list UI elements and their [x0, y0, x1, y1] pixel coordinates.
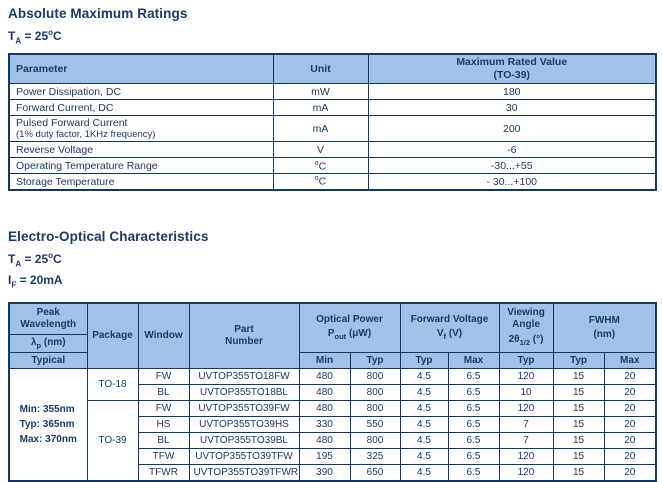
fwhm-typ-cell: 15: [553, 449, 604, 465]
part-number-cell: UVTOP355TO39FW: [189, 401, 299, 417]
pout-typ-cell: 800: [350, 433, 400, 449]
t1-header-max-rated-value: [368, 54, 656, 84]
vf-max-cell: 6.5: [448, 417, 499, 433]
vf-typ-cell: 4.5: [400, 433, 448, 449]
p-base: P: [327, 328, 335, 340]
t2-header-typical: Typical: [9, 353, 87, 369]
forward-voltage-symbol: [405, 328, 495, 341]
t2-header-window: Window: [138, 303, 189, 369]
wavelength-range-text: [20, 402, 77, 447]
cond-subscript: A: [15, 259, 22, 269]
t2-subheader-typ: Typ: [350, 353, 400, 369]
pout-typ-cell: 800: [350, 401, 400, 417]
part-number-cell: UVTOP355TO18FW: [189, 369, 299, 385]
forward-voltage-label: Forward Voltage: [410, 314, 489, 326]
optical-power-label: Optical Power: [316, 314, 383, 326]
pout-typ-cell: 325: [350, 449, 400, 465]
angle-typ-cell: 10: [499, 385, 553, 401]
value-cell: -30...+55: [368, 158, 656, 174]
part-number-cell: UVTOP355TO39HS: [189, 417, 299, 433]
pout-min-cell: 390: [299, 465, 350, 481]
t2-subheader-max: Max: [448, 353, 499, 369]
table-row: [9, 369, 656, 385]
pout-typ-cell: 800: [350, 369, 400, 385]
degree-sup: o: [314, 175, 319, 183]
t2-header-part-number: [189, 303, 299, 369]
fwhm-typ-cell: 15: [553, 417, 604, 433]
param-line1: Pulsed Forward Current: [16, 117, 128, 130]
value-cell: -6: [368, 142, 656, 158]
section-absolute-maximum-ratings: [8, 6, 655, 191]
peak-line2: Wavelength: [20, 318, 77, 330]
window-cell: FW: [138, 401, 189, 417]
window-cell: HS: [138, 417, 189, 433]
window-cell: FW: [138, 369, 189, 385]
theta-sub: 1/2: [519, 337, 530, 347]
vf-typ-cell: 4.5: [400, 465, 448, 481]
unit-cell: mA: [273, 116, 368, 142]
fwhm-label: FWHM: [588, 315, 620, 327]
vf-typ-cell: 4.5: [400, 401, 448, 417]
part-number-cell: UVTOP355TO39BL: [189, 433, 299, 449]
pout-min-cell: 480: [299, 385, 350, 401]
section1-title: Absolute Maximum Ratings: [8, 6, 188, 21]
viewing-line2: Angle: [512, 318, 540, 330]
t1-header-parameter: Parameter: [9, 54, 273, 84]
table-row: [9, 174, 656, 190]
window-cell: TFWR: [138, 465, 189, 481]
value-cell: - 30...+100: [368, 174, 656, 190]
vf-max-cell: 6.5: [448, 369, 499, 385]
t2-subheader-max: Max: [604, 353, 656, 369]
p-sub: out: [334, 332, 347, 342]
optical-power-symbol: [304, 328, 396, 341]
vf-typ-cell: 4.5: [400, 369, 448, 385]
angle-typ-cell: 120: [499, 449, 553, 465]
section2-condition-ta: [8, 247, 655, 272]
pout-typ-cell: 800: [350, 385, 400, 401]
cond-value: = 25: [21, 251, 49, 266]
table-row: [9, 401, 656, 417]
t1-header-unit: Unit: [273, 54, 368, 84]
cond-unit: C: [53, 251, 62, 266]
part-number-cell: UVTOP355TO39TFWR: [189, 465, 299, 481]
lambda-base: λ: [30, 337, 37, 349]
unit-cell: [273, 174, 368, 190]
fwhm-unit: (nm): [593, 329, 616, 341]
angle-typ-cell: 120: [499, 369, 553, 385]
fwhm-typ-cell: 15: [553, 433, 604, 449]
vf-max-cell: 6.5: [448, 449, 499, 465]
vf-max-cell: 6.5: [448, 401, 499, 417]
value-cell: 180: [368, 84, 656, 100]
fwhm-max-cell: 20: [604, 433, 656, 449]
package-cell: TO-39: [87, 401, 138, 481]
part-line2: Number: [225, 335, 263, 347]
v-rest: (V): [446, 328, 463, 340]
cond-symbol: I: [8, 273, 12, 288]
absolute-maximum-ratings-table: [8, 53, 657, 191]
t1-header-value-line2: (TO-39): [493, 69, 531, 82]
fwhm-max-cell: 20: [604, 465, 656, 481]
cond-subscript: F: [11, 280, 17, 290]
unit-cell: mW: [273, 84, 368, 100]
vf-typ-cell: 4.5: [400, 449, 448, 465]
cond-degree: o: [48, 28, 54, 37]
section2-title: Electro-Optical Characteristics: [8, 228, 209, 244]
unit-cell: [273, 158, 368, 174]
fwhm-typ-cell: 15: [553, 369, 604, 385]
wavelength-max: Max: 370nm: [19, 433, 77, 445]
t2-header-optical-power: [299, 303, 400, 353]
window-cell: BL: [138, 385, 189, 401]
t2-header-lambda: [9, 335, 87, 353]
t2-header-package: Package: [87, 303, 138, 369]
pout-min-cell: 195: [299, 449, 350, 465]
pout-min-cell: 480: [299, 369, 350, 385]
table-row: [9, 100, 656, 116]
peak-line1: Peak: [36, 306, 60, 318]
unit-cell: mA: [273, 100, 368, 116]
vf-typ-cell: 4.5: [400, 417, 448, 433]
vf-max-cell: 6.5: [448, 465, 499, 481]
cond-unit: C: [53, 29, 62, 43]
fwhm-max-cell: 20: [604, 369, 656, 385]
param-cell: Reverse Voltage: [9, 142, 273, 158]
t2-header-row-1: [9, 303, 656, 335]
fwhm-max-cell: 20: [604, 401, 656, 417]
package-cell: TO-18: [87, 369, 138, 401]
theta-rest: (°): [530, 333, 544, 345]
table-row: [9, 84, 656, 100]
pout-min-cell: 480: [299, 433, 350, 449]
cond-symbol: T: [8, 29, 16, 43]
fwhm-max-cell: 20: [604, 449, 656, 465]
t1-header-value-line1: Maximum Rated Value: [456, 56, 568, 69]
param-cell: Forward Current, DC: [9, 100, 273, 116]
t1-header-row: [9, 54, 656, 84]
value-cell: 30: [368, 100, 656, 116]
t2-header-forward-voltage: [400, 303, 499, 353]
viewing-line1: Viewing: [507, 306, 545, 318]
table-row: [9, 158, 656, 174]
t2-subheader-typ: Typ: [499, 353, 553, 369]
param-line2: (1% duty factor, 1KHz frequency): [16, 129, 156, 141]
angle-typ-cell: 120: [499, 401, 553, 417]
v-sub: f: [443, 332, 447, 342]
cond-symbol: T: [8, 251, 16, 266]
vf-max-cell: 6.5: [448, 433, 499, 449]
degree-sup: o: [314, 159, 319, 167]
pout-typ-cell: 650: [350, 465, 400, 481]
wavelength-range-cell: [9, 369, 87, 481]
t2-subheader-min: Min: [299, 353, 350, 369]
viewing-angle-symbol: [504, 334, 549, 349]
vf-typ-cell: 4.5: [400, 385, 448, 401]
param-cell: Storage Temperature: [9, 174, 273, 190]
v-base: V: [436, 328, 444, 340]
table-row: [9, 142, 656, 158]
p-rest: (μW): [346, 328, 372, 340]
cond-subscript: A: [15, 36, 22, 46]
fwhm-max-cell: 20: [604, 417, 656, 433]
window-cell: TFW: [138, 449, 189, 465]
unit-base: C: [318, 160, 327, 173]
fwhm-typ-cell: 15: [553, 465, 604, 481]
param-cell: [9, 116, 273, 142]
fwhm-typ-cell: 15: [553, 385, 604, 401]
t2-subheader-typ: Typ: [400, 353, 448, 369]
part-number-cell: UVTOP355TO18BL: [189, 385, 299, 401]
unit-base: C: [318, 175, 327, 188]
lambda-sub: p: [36, 341, 42, 351]
lambda-rest: (nm): [41, 337, 66, 349]
cond-degree: o: [48, 250, 54, 260]
wavelength-min: Min: 355nm: [19, 403, 75, 415]
section1-condition-ta: [8, 24, 655, 49]
angle-typ-cell: 7: [499, 417, 553, 433]
table-row: [9, 116, 656, 142]
value-cell: 200: [368, 116, 656, 142]
theta-base: 2θ: [508, 333, 520, 345]
section-electro-optical-characteristics: [8, 229, 655, 482]
window-cell: BL: [138, 433, 189, 449]
angle-typ-cell: 120: [499, 465, 553, 481]
unit-cell: V: [273, 142, 368, 158]
pout-typ-cell: 550: [350, 417, 400, 433]
fwhm-typ-cell: 15: [553, 401, 604, 417]
part-number-cell: UVTOP355TO39TFW: [189, 449, 299, 465]
pout-min-cell: 480: [299, 401, 350, 417]
param-cell: Power Dissipation, DC: [9, 84, 273, 100]
angle-typ-cell: 7: [499, 433, 553, 449]
part-line1: Part: [234, 323, 254, 335]
param-cell: Operating Temperature Range: [9, 158, 273, 174]
electro-optical-characteristics-table: [8, 302, 657, 482]
t2-subheader-typ: Typ: [553, 353, 604, 369]
t2-header-fwhm: [553, 303, 656, 353]
wavelength-typ: Typ: 365nm: [19, 418, 75, 430]
vf-max-cell: 6.5: [448, 385, 499, 401]
t2-header-viewing-angle: [499, 303, 553, 353]
cond-value: = 25: [21, 29, 49, 43]
cond-value: = 20mA: [16, 273, 63, 288]
pout-min-cell: 330: [299, 417, 350, 433]
t2-header-peak-wavelength: [9, 303, 87, 335]
fwhm-max-cell: 20: [604, 385, 656, 401]
section2-condition-if: [8, 272, 655, 293]
